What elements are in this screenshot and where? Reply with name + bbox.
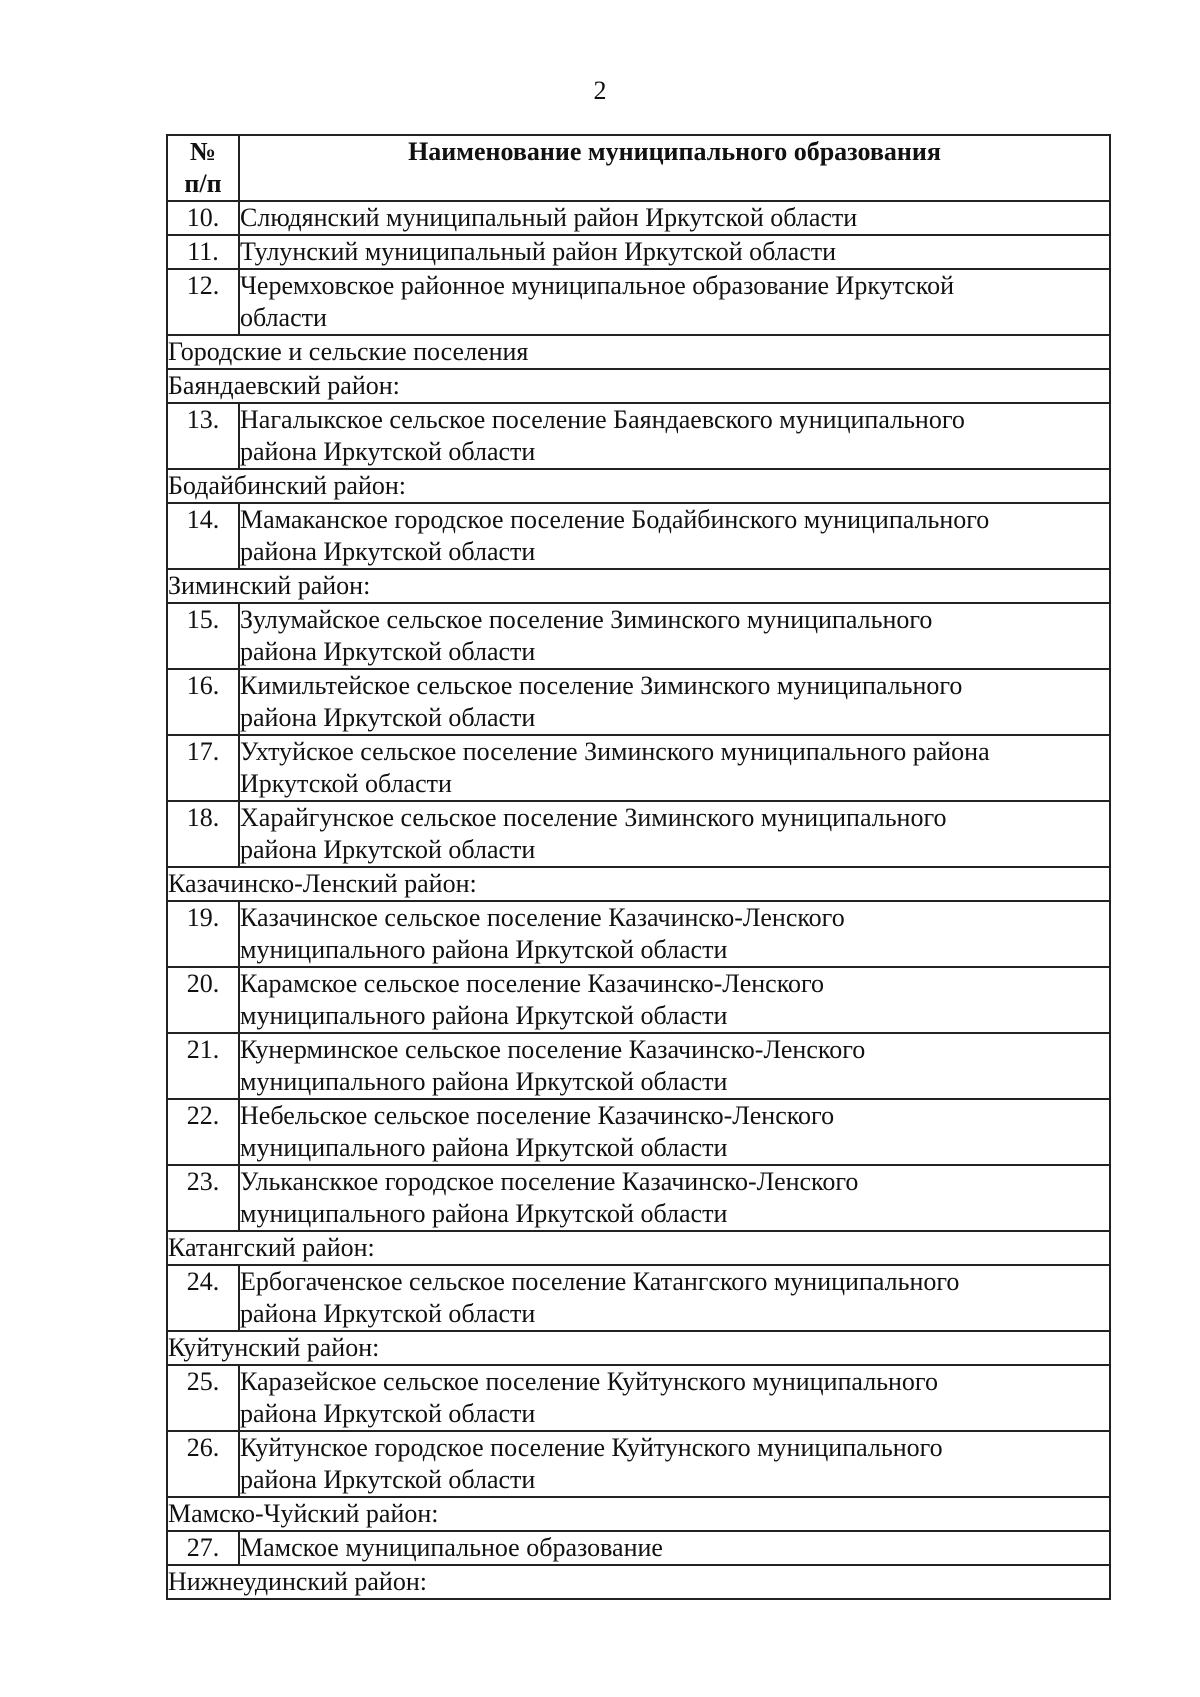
municipality-name [239,235,1110,269]
municipality-name-line: района Иркутской области [240,437,536,466]
row-number: 14. [167,503,239,569]
table-row [167,603,1110,669]
section-row [167,867,1110,901]
table-row [167,503,1110,569]
municipality-name [239,1265,1110,1331]
row-number: 16. [167,669,239,735]
municipality-name [239,1165,1110,1231]
row-number: 20. [167,967,239,1033]
section-heading: Катангский район: [167,1231,1110,1265]
number-column-header [167,135,239,201]
table-row [167,801,1110,867]
municipality-name [239,1431,1110,1497]
municipality-name-line: Харайгунское сельское поселение Зиминского муниципального [240,803,947,832]
row-number: 15. [167,603,239,669]
table-row [167,1099,1110,1165]
municipality-name [239,669,1110,735]
municipality-name-line: Ербогаченское сельское поселение Катангского муниципального [240,1267,960,1296]
section-row [167,335,1110,369]
section-heading: Зиминский район: [167,569,1110,603]
municipality-name-line: района Иркутской области [240,1465,536,1494]
table-row [167,269,1110,335]
municipality-name-line: муниципального района Иркутской области [240,1133,728,1162]
table-row [167,1531,1110,1565]
row-number: 23. [167,1165,239,1231]
municipality-name-line: района Иркутской области [240,537,536,566]
municipality-name-line: муниципального района Иркутской области [240,1067,728,1096]
row-number: 26. [167,1431,239,1497]
municipality-name-line: Иркутской области [240,769,452,798]
municipality-name-line: Мамское муниципальное образование [240,1533,663,1562]
row-number: 18. [167,801,239,867]
municipalities-table [166,134,1111,1600]
table-row [167,235,1110,269]
municipality-name-line: Карамское сельское поселение Казачинско-Ленского [240,969,825,998]
municipality-name-line: муниципального района Иркутской области [240,935,728,964]
row-number: 11. [167,235,239,269]
row-number: 21. [167,1033,239,1099]
row-number: 10. [167,201,239,235]
table-row [167,735,1110,801]
section-row [167,1331,1110,1365]
section-heading: Баяндаевский район: [167,369,1110,403]
municipality-name-line: Улькансккое городское поселение Казачинско-Ленского [240,1167,859,1196]
row-number: 17. [167,735,239,801]
table-row [167,1365,1110,1431]
municipality-name-line: Тулунский муниципальный район Иркутской области [240,237,837,266]
municipality-name-line: Казачинское сельское поселение Казачинско-Ленского [240,903,845,932]
table-header-row [167,135,1110,201]
row-number: 13. [167,403,239,469]
page-number: 2 [593,76,607,105]
municipality-name [239,1365,1110,1431]
municipality-name [239,1099,1110,1165]
municipality-name [239,967,1110,1033]
section-heading: Бодайбинский район: [167,469,1110,503]
table-row [167,1265,1110,1331]
section-heading: Куйтунский район: [167,1331,1110,1365]
municipality-name-line: Кимильтейское сельское поселение Зиминского муниципального [240,671,963,700]
section-row [167,1497,1110,1531]
section-row [167,1231,1110,1265]
section-heading: Мамско-Чуйский район: [167,1497,1110,1531]
table-body [167,201,1110,1599]
table-row [167,201,1110,235]
municipality-name-line: района Иркутской области [240,637,536,666]
table-row [167,967,1110,1033]
municipality-name-line: района Иркутской области [240,703,536,732]
municipality-name-line: Куйтунское городское поселение Куйтунского муниципального [240,1433,943,1462]
municipality-name-line: района Иркутской области [240,1299,536,1328]
row-number: 25. [167,1365,239,1431]
municipality-name-line: Слюдянский муниципальный район Иркутской области [240,203,858,232]
row-number: 19. [167,901,239,967]
municipality-name [239,735,1110,801]
section-heading: Нижнеудинский район: [167,1565,1110,1599]
municipality-name-line: Черемховское районное муниципальное образование Иркутской [240,271,955,300]
municipality-name-line: района Иркутской области [240,835,536,864]
municipality-name [239,201,1110,235]
municipality-name [239,1033,1110,1099]
table-row [167,1431,1110,1497]
section-heading: Казачинско-Ленский район: [167,867,1110,901]
municipality-name [239,503,1110,569]
section-row [167,469,1110,503]
order-abbreviation: п/п [184,169,222,198]
table-row [167,403,1110,469]
number-sign: № [189,137,217,166]
municipality-name-line: области [240,303,327,332]
municipality-name [239,1531,1110,1565]
municipality-name-line: Нагалыкское сельское поселение Баяндаевского муниципального [240,405,965,434]
municipality-name-line: Кунерминское сельское поселение Казачинско-Ленского [240,1035,866,1064]
section-heading: Городские и сельские поселения [167,335,1110,369]
municipality-name-line: Зулумайское сельское поселение Зиминского муниципального [240,605,933,634]
row-number: 27. [167,1531,239,1565]
municipality-name [239,269,1110,335]
name-column-header: Наименование муниципального образования [239,135,1110,201]
municipality-name [239,403,1110,469]
municipality-name [239,901,1110,967]
row-number: 22. [167,1099,239,1165]
municipality-name-line: Каразейское сельское поселение Куйтунского муниципального [240,1367,938,1396]
municipality-name-line: муниципального района Иркутской области [240,1199,728,1228]
table-row [167,1033,1110,1099]
municipality-name-line: муниципального района Иркутской области [240,1001,728,1030]
section-row [167,569,1110,603]
municipality-name-line: Ухтуйское сельское поселение Зиминского муниципального района [240,737,990,766]
section-row [167,369,1110,403]
municipality-name-line: района Иркутской области [240,1399,536,1428]
table-row [167,669,1110,735]
row-number: 24. [167,1265,239,1331]
municipality-name [239,603,1110,669]
row-number: 12. [167,269,239,335]
table-row [167,1165,1110,1231]
municipality-name [239,801,1110,867]
table-row [167,901,1110,967]
municipality-name-line: Мамаканское городское поселение Бодайбинского муниципального [240,505,990,534]
section-row [167,1565,1110,1599]
municipality-name-line: Небельское сельское поселение Казачинско-Ленского [240,1101,835,1130]
